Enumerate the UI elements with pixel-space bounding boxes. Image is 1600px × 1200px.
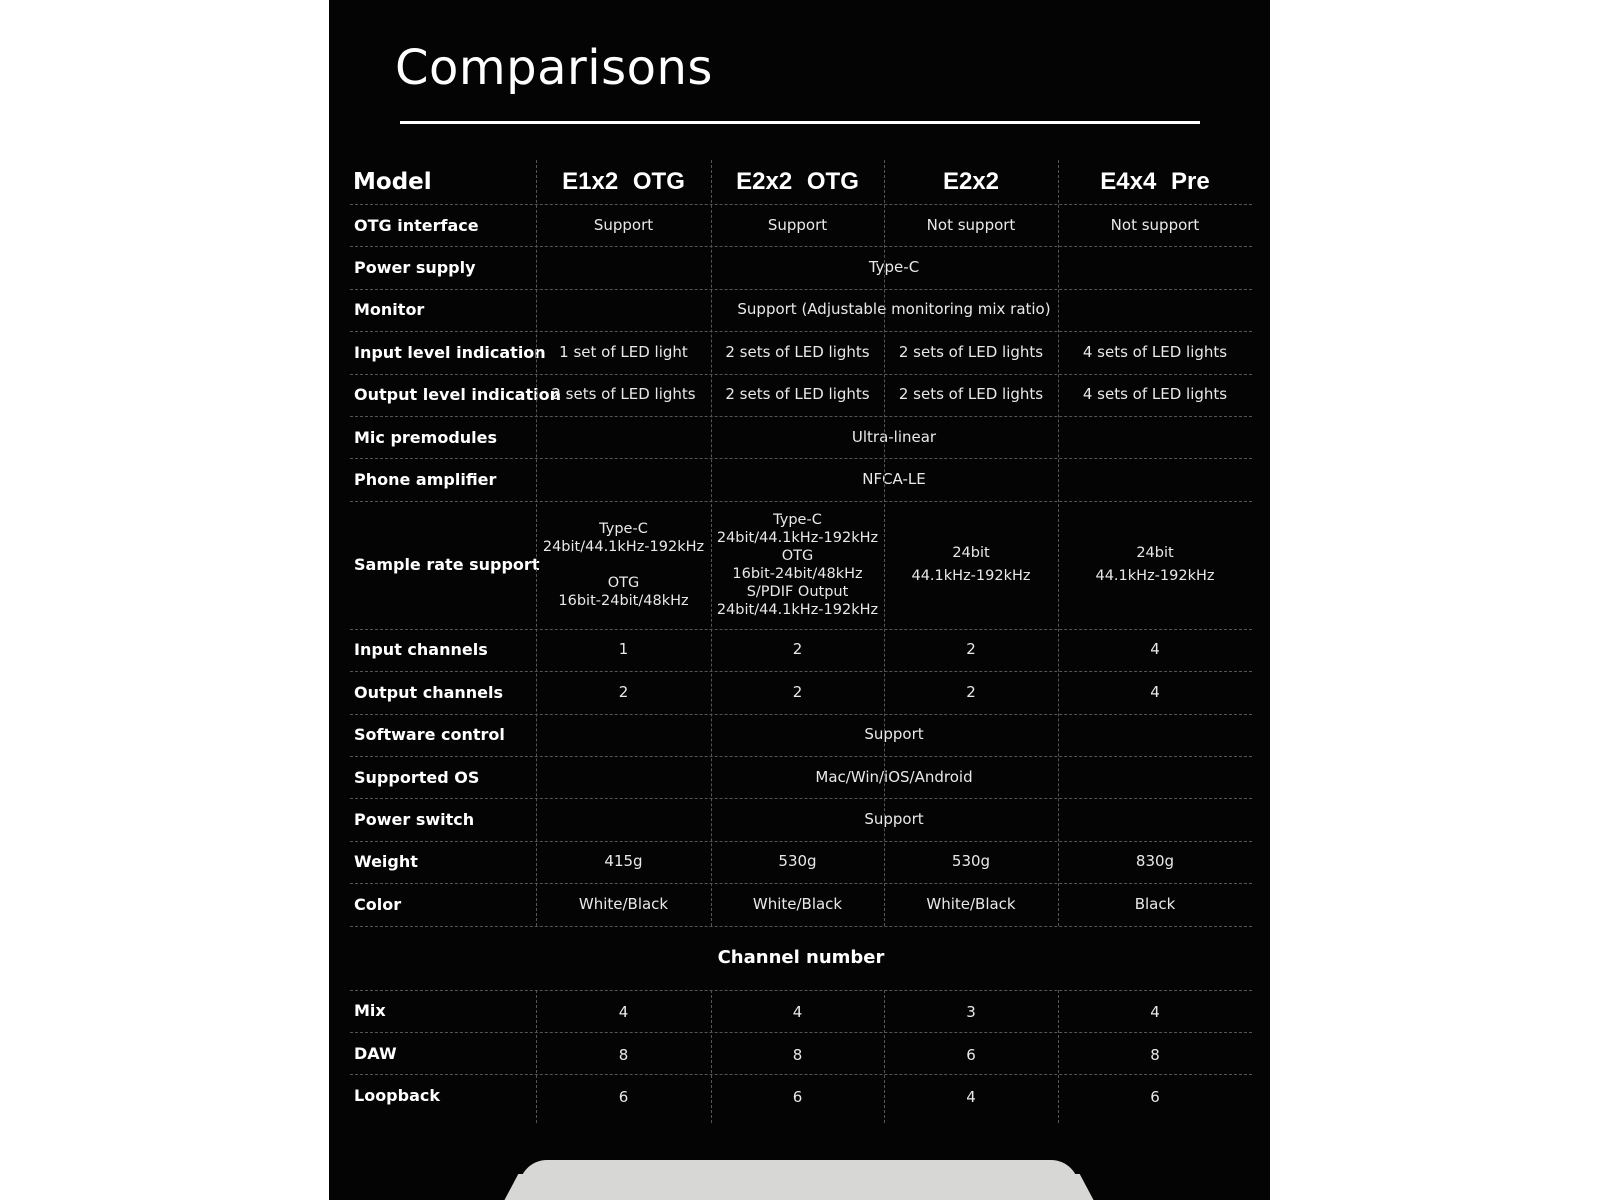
sample-rate-line: 24bit/44.1kHz-192kHz xyxy=(716,601,879,618)
table-cell: 2 xyxy=(966,640,976,659)
table-cell: 6 xyxy=(618,1088,629,1107)
header-model-label: Model xyxy=(353,169,432,195)
table-cell: Support xyxy=(767,215,828,234)
table-cell: 2 sets of LED lights xyxy=(898,342,1044,361)
header-model-1: E1x2 OTG xyxy=(562,168,685,195)
row-label: Monitor xyxy=(354,300,425,320)
table-cell: 530g xyxy=(951,852,991,871)
column-divider xyxy=(536,160,537,926)
table-cell: 830g xyxy=(1135,852,1175,871)
row-label: DAW xyxy=(354,1043,397,1063)
table-cell: 4 xyxy=(1150,640,1160,659)
table-rule xyxy=(350,1074,1252,1075)
row-label: Loopback xyxy=(354,1086,441,1106)
column-divider xyxy=(711,160,712,926)
comparison-table xyxy=(350,160,1252,1140)
sample-rate-line: S/PDIF Output xyxy=(746,583,849,600)
table-cell: 8 xyxy=(792,1045,803,1064)
table-cell: Black xyxy=(1134,894,1176,913)
device-stand-image xyxy=(519,1160,1079,1200)
sample-rate-line: 44.1kHz-192kHz xyxy=(911,568,1031,585)
table-cell: White/Black xyxy=(578,894,669,913)
table-rule xyxy=(350,841,1252,842)
sample-rate-text xyxy=(717,511,878,619)
column-divider xyxy=(884,990,885,1123)
table-cell: 530g xyxy=(778,852,817,871)
header-model-2: E2x2 OTG xyxy=(736,168,859,195)
row-label: Mix xyxy=(354,1001,386,1021)
sample-rate-line: OTG xyxy=(607,574,640,591)
table-cell: 415g xyxy=(604,852,643,871)
table-cell: White/Black xyxy=(752,894,843,913)
row-label: Power switch xyxy=(354,810,475,830)
table-cell: 2 xyxy=(792,682,803,701)
column-divider xyxy=(536,990,537,1123)
table-cell: 2 sets of LED lights xyxy=(725,342,870,361)
table-rule xyxy=(350,671,1252,672)
sample-rate-text xyxy=(911,544,1030,585)
table-cell: 4 xyxy=(1150,1003,1160,1022)
sample-rate-line: 44.1kHz-192kHz xyxy=(1095,568,1215,585)
table-cell xyxy=(536,501,711,629)
merged-cell: Mac/Win/iOS/Android xyxy=(815,767,973,786)
table-cell: 8 xyxy=(618,1045,629,1064)
table-cell: 2 xyxy=(966,682,976,701)
sample-rate-line xyxy=(621,556,626,574)
table-cell: 6 xyxy=(966,1045,976,1064)
merged-cell: Support (Adjustable monitoring mix ratio) xyxy=(737,300,1051,319)
table-rule xyxy=(350,926,1252,927)
sample-rate-line: Type-C xyxy=(773,511,822,528)
table-rule xyxy=(350,331,1252,332)
table-cell: 1 set of LED light xyxy=(559,342,688,361)
sample-rate-line: Type-C xyxy=(599,520,648,537)
table-cell xyxy=(884,501,1058,629)
sample-rate-line: 16bit-24bit/48kHz xyxy=(732,565,863,582)
merged-cell: Ultra-linear xyxy=(851,427,937,446)
table-cell: 4 xyxy=(1150,682,1160,701)
table-rule xyxy=(350,204,1252,205)
table-cell: 2 xyxy=(618,682,629,701)
sample-rate-line: OTG xyxy=(781,547,814,564)
row-label: Phone amplifier xyxy=(354,470,497,490)
table-cell: White/Black xyxy=(926,894,1016,913)
sample-rate-text xyxy=(543,520,704,610)
sample-rate-line: 24bit xyxy=(1136,545,1174,562)
merged-cell: Support xyxy=(864,725,924,744)
table-cell: 2 sets of LED lights xyxy=(725,385,870,404)
header-model-3: E2x2 xyxy=(942,168,1000,195)
row-label: Sample rate support xyxy=(354,555,540,575)
row-label: Software control xyxy=(354,725,505,745)
table-rule xyxy=(350,289,1252,290)
table-rule xyxy=(350,990,1252,991)
table-rule xyxy=(350,714,1252,715)
row-label: Mic premodules xyxy=(354,427,498,447)
table-rule xyxy=(350,458,1252,459)
table-cell: 1 xyxy=(618,640,629,659)
table-rule xyxy=(350,1032,1252,1033)
table-cell: 6 xyxy=(792,1088,803,1107)
merged-cell: NFCA-LE xyxy=(862,470,926,489)
section-heading-channel-number: Channel number xyxy=(717,947,885,969)
table-rule xyxy=(350,501,1252,502)
table-rule xyxy=(350,246,1252,247)
sample-rate-line: 16bit-24bit/48kHz xyxy=(558,592,689,609)
table-cell: 4 sets of LED lights xyxy=(1082,385,1228,404)
table-cell: Support xyxy=(593,215,654,234)
title-underline xyxy=(400,121,1200,124)
row-label: Input level indication xyxy=(354,342,546,362)
merged-cell: Type-C xyxy=(868,258,920,277)
table-rule xyxy=(350,374,1252,375)
row-label: OTG interface xyxy=(354,215,479,235)
header-model-4: E4x4 Pre xyxy=(1100,168,1210,195)
table-cell: 4 xyxy=(792,1003,803,1022)
column-divider xyxy=(884,160,885,926)
table-cell: Not support xyxy=(1110,215,1200,234)
table-cell: Not support xyxy=(926,215,1016,234)
table-cell: 8 xyxy=(1150,1045,1160,1064)
table-cell: 6 xyxy=(1150,1088,1160,1107)
table-cell xyxy=(711,501,884,629)
table-rule xyxy=(350,883,1252,884)
row-label: Input channels xyxy=(354,640,488,660)
table-rule xyxy=(350,629,1252,630)
table-rule xyxy=(350,756,1252,757)
table-rule xyxy=(350,416,1252,417)
sample-rate-text xyxy=(1095,544,1214,585)
sample-rate-line: 24bit/44.1kHz-192kHz xyxy=(542,538,705,555)
row-label: Supported OS xyxy=(354,767,480,787)
sample-rate-line: 24bit xyxy=(952,545,990,562)
table-cell: 3 xyxy=(966,1003,976,1022)
table-cell: 4 xyxy=(966,1088,976,1107)
table-cell: 4 xyxy=(618,1003,629,1022)
comparison-panel xyxy=(329,0,1270,1200)
table-cell: 2 sets of LED lights xyxy=(898,385,1044,404)
table-cell xyxy=(1058,501,1252,629)
row-label: Power supply xyxy=(354,258,476,278)
row-label: Weight xyxy=(354,852,418,872)
table-cell: 4 sets of LED lights xyxy=(1082,342,1228,361)
table-rule xyxy=(350,798,1252,799)
page-title: Comparisons xyxy=(395,40,713,96)
table-cell: 2 xyxy=(792,640,803,659)
row-label: Color xyxy=(354,894,402,914)
sample-rate-line: 24bit/44.1kHz-192kHz xyxy=(716,529,879,546)
column-divider xyxy=(1058,160,1059,926)
merged-cell: Support xyxy=(864,810,924,829)
column-divider xyxy=(1058,990,1059,1123)
column-divider xyxy=(711,990,712,1123)
row-label: Output level indication xyxy=(354,385,561,405)
row-label: Output channels xyxy=(354,682,504,702)
table-cell: 2 sets of LED lights xyxy=(551,385,696,404)
